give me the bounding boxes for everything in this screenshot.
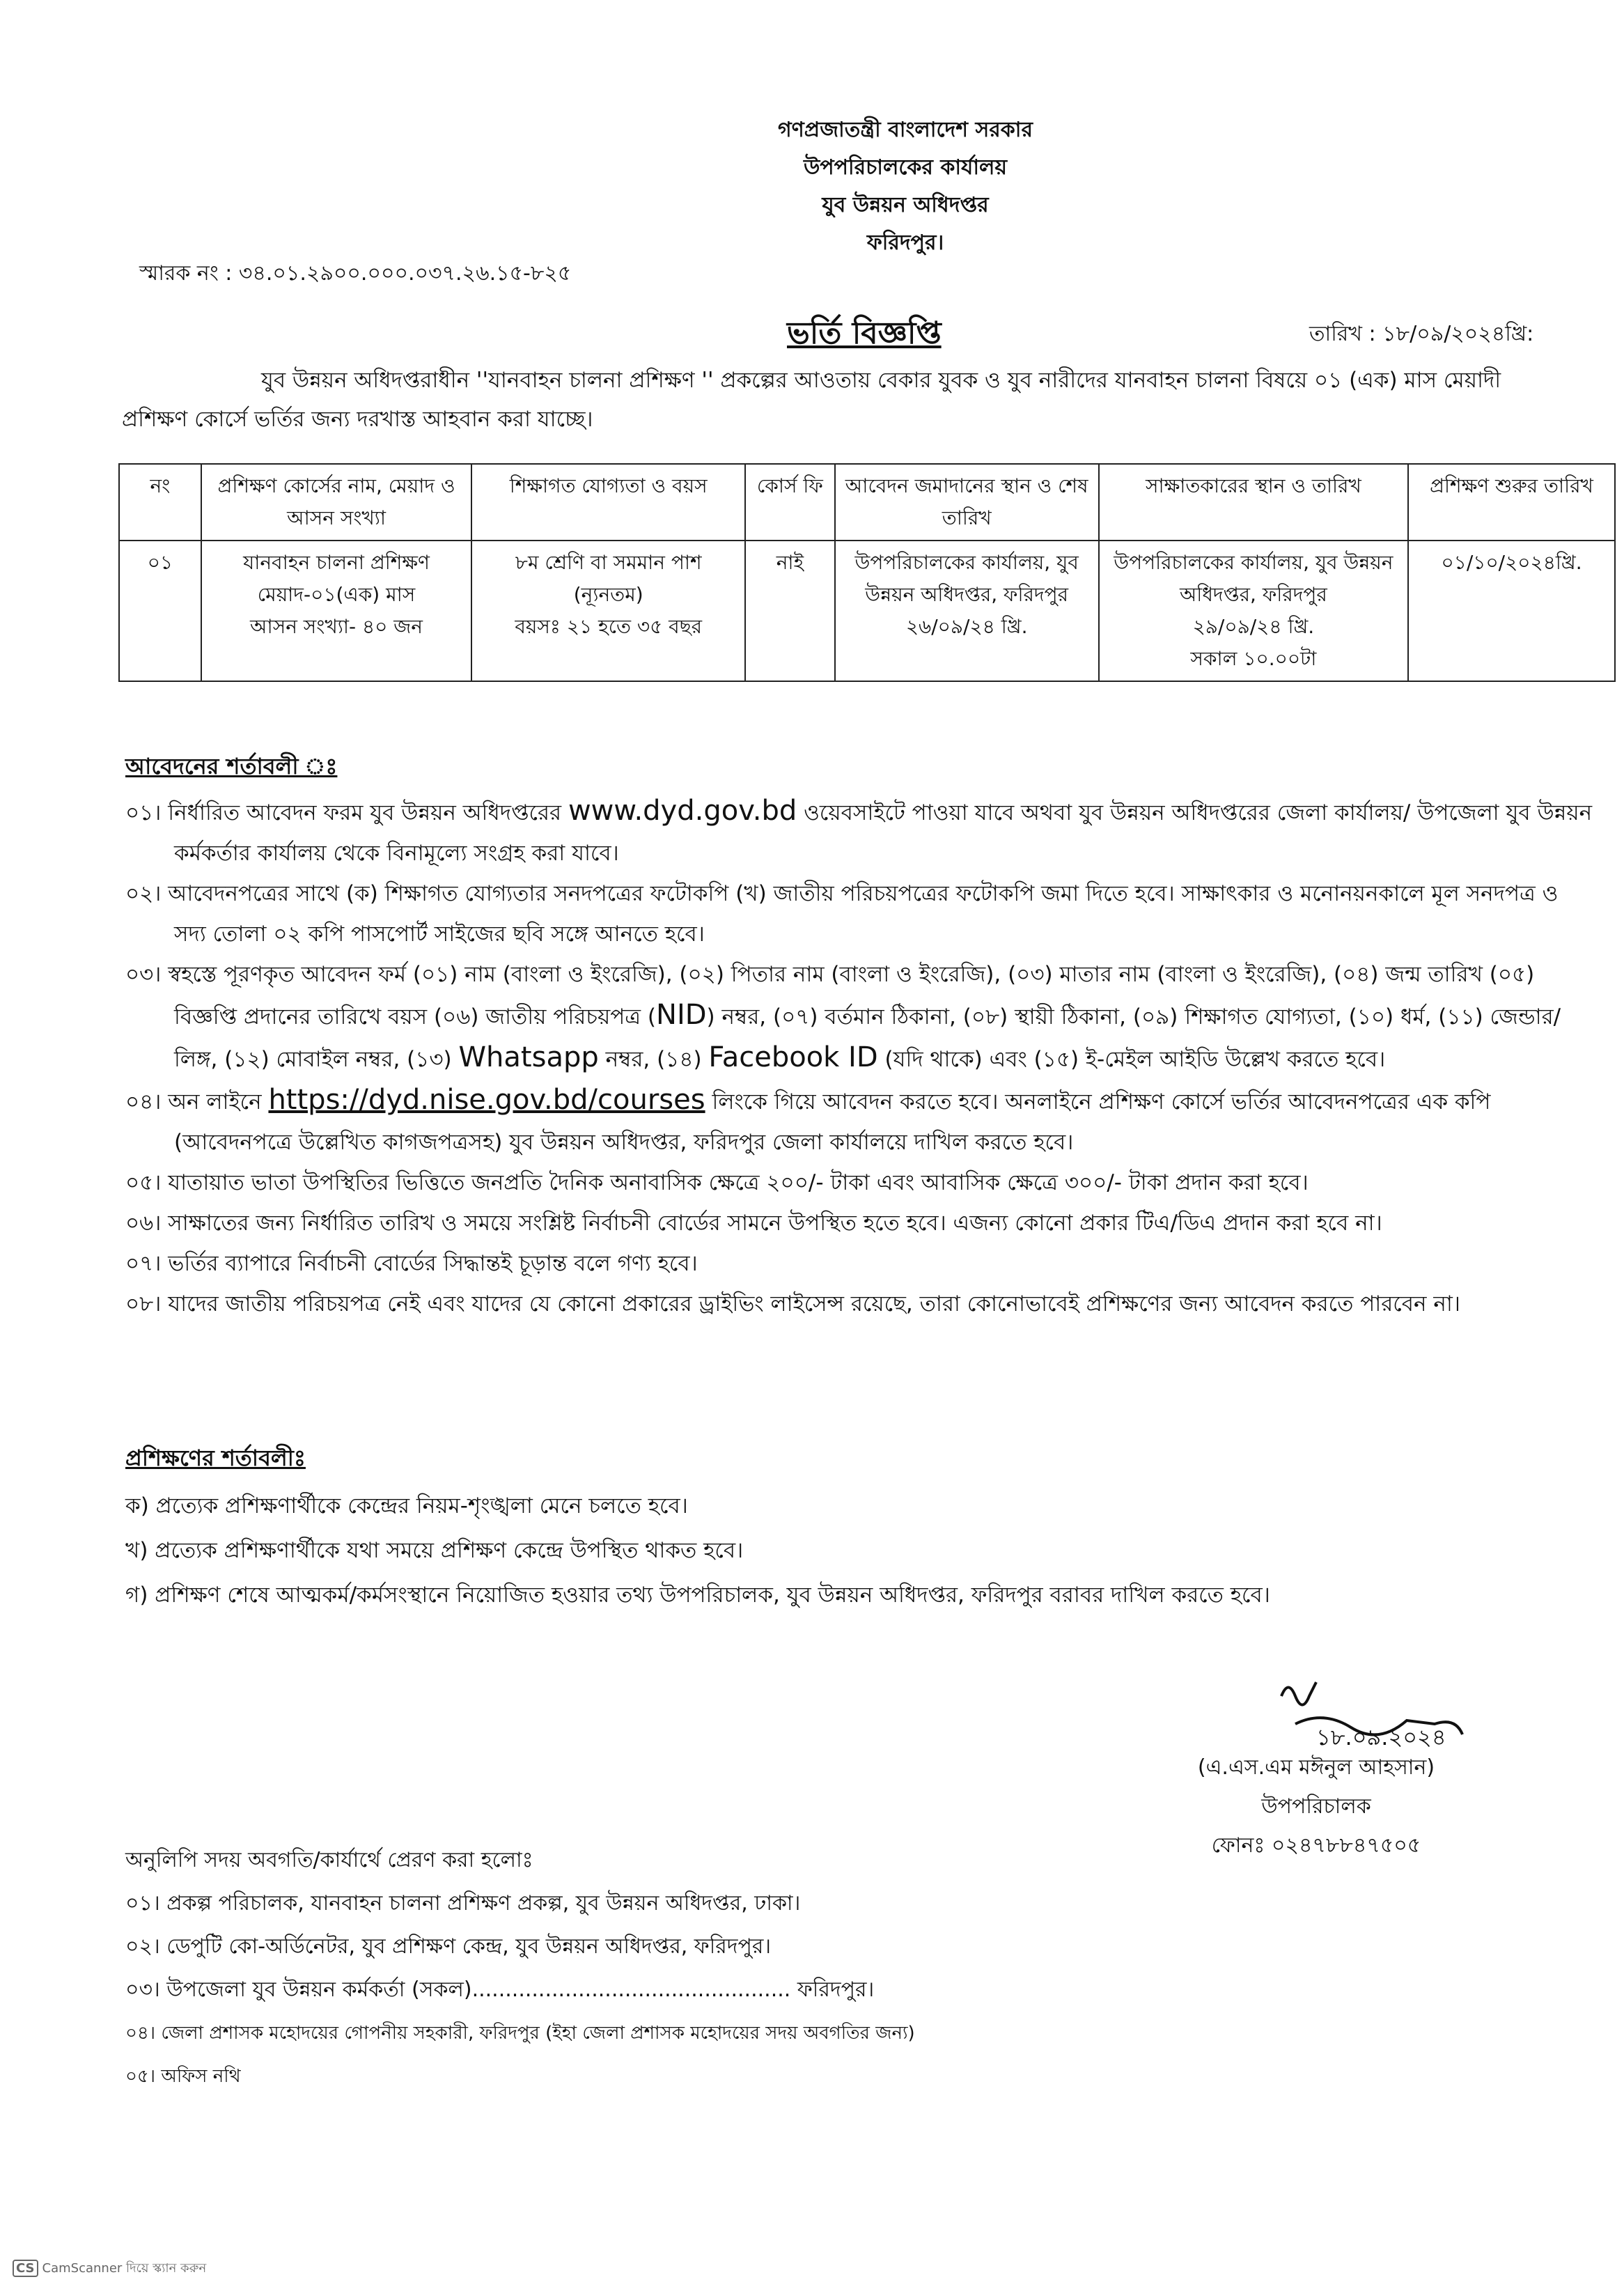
conditions-list	[125, 791, 1595, 1324]
submission-place: উপপরিচালকের কার্যালয়, যুব উন্নয়ন অধিদপ্তর, ফরিদপুর	[854, 551, 1079, 606]
list-item: ০৮। যাদের জাতীয় পরিচয়পত্র নেই এবং যাদের যে কোনো প্রকারের ড্রাইভিং লাইসেন্স রয়েছে, তারা কোনোভাবেই প্রশিক্ষণের জন্য আবেদন করতে পারবেন না।	[125, 1291, 1460, 1316]
row-qualification	[471, 541, 745, 681]
row-course	[201, 541, 471, 681]
list-item: ০৩। স্বহস্তে পূরণকৃত আবেদন ফর্ম (০১) নাম (বাংলা ও ইংরেজি), (০২) পিতার নাম (বাংলা ও ইংরেজি), (০৩) মাতার নাম (বাংলা ও ইংরেজি), (০৪) জন্ম তারিখ (০৫) বিজ্ঞপ্তি প্রদানের তারিখে বয়স (০৬) জাতীয় পরিচয়পত্র (NID) নম্বর, (০৭) বর্তমান ঠিকানা, (০৮) স্থায়ী ঠিকানা, (০৯) শিক্ষাগত যোগ্যতা, (১০) ধর্ম, (১১) জেন্ডার/লিঙ্গ, (১২) মোবাইল নম্বর, (১৩) Whatsapp নম্বর, (১৪) Facebook ID (যদি থাকে) এবং (১৫) ই-মেইল আইডি উল্লেখ করতে হবে।	[125, 962, 1561, 1073]
list-item: ০৪। জেলা প্রশাসক মহোদয়ের গোপনীয় সহকারী, ফরিদপুর (ইহা জেলা প্রশাসক মহোদয়ের সদয় অবগতির জন্য)	[125, 2023, 915, 2044]
scanner-watermark	[13, 2258, 206, 2280]
notice-title: ভর্তি বিজ্ঞপ্তি	[787, 316, 942, 351]
list-item: ০৩। উপজেলা যুব উন্নয়ন কর্মকর্তা (সকল)................................................ ফরিদপুর।	[125, 1978, 875, 2002]
memo-number: স্মারক নং : ৩৪.০১.২৯০০.০০০.০৩৭.২৬.১৫-৮২৫	[139, 261, 572, 286]
table-row	[119, 541, 1615, 681]
list-item: ক) প্রত্যেক প্রশিক্ষণার্থীকে কেন্দ্রের নিয়ম-শৃংঙ্খলা মেনে চলতে হবে।	[125, 1493, 688, 1518]
copy-heading: অনুলিপি সদয় অবগতি/কার্যার্থে প্রেরণ করা হলোঃ	[125, 1848, 533, 1872]
interview-place: উপপরিচালকের কার্যালয়, যুব উন্নয়ন অধিদপ্তর, ফরিদপুর	[1114, 551, 1393, 606]
list-item: ০৭। ভর্তির ব্যাপারে নির্বাচনী বোর্ডের সিদ্ধান্তই চূড়ান্ত বলে গণ্য হবে।	[125, 1251, 698, 1276]
list-item: ০২। আবেদনপত্রের সাথে (ক) শিক্ষাগত যোগ্যতার সনদপত্রের ফটোকপি (খ) জাতীয় পরিচয়পত্রের ফটোকপি জমা দিতে হবে। সাক্ষাৎকার ও মনোনয়নকালে মূল সনদপত্র ও সদ্য তোলা ০২ কপি পাসপোর্ট সাইজের ছবি সঙ্গে আনতে হবে।	[125, 881, 1559, 947]
row-submission	[835, 541, 1099, 681]
row-start-date: ০১/১০/২০২৪খ্রি.	[1408, 541, 1615, 681]
row-fee: নাই	[745, 541, 835, 681]
row-interview	[1099, 541, 1408, 681]
signature-scrawl	[1267, 1675, 1476, 1752]
list-item: ০১। নির্ধারিত আবেদন ফরম যুব উন্নয়ন অধিদপ্তরের www.dyd.gov.bd ওয়েবসাইটে পাওয়া যাবে অথবা যুব উন্নয়ন অধিদপ্তরের জেলা কার্যালয়/ উপজেলা যুব উন্নয়ন কর্মকর্তার কার্যালয় থেকে বিনামূল্যে সংগ্রহ করা যাবে।	[125, 795, 1593, 866]
qualification-note: (ন্যূনতম)	[573, 583, 643, 606]
list-item: ০২। ডেপুটি কো-অর্ডিনেটর, যুব প্রশিক্ষণ কেন্দ্র, যুব উন্নয়ন অধিদপ্তর, ফরিদপুর।	[125, 1934, 772, 1959]
col-course: প্রশিক্ষণ কোর্সের নাম, মেয়াদ ও আসন সংখ্যা	[201, 464, 471, 541]
interview-date: ২৯/০৯/২৪ খ্রি.	[1192, 615, 1315, 638]
signer-name: (এ.এস.এম মঈনুল আহসান)	[1197, 1755, 1435, 1780]
office-header	[724, 111, 1086, 262]
signer-designation: উপপরিচালক	[1261, 1794, 1371, 1819]
course-seats: আসন সংখ্যা- ৪০ জন	[250, 615, 423, 638]
row-no: ০১	[119, 541, 201, 681]
signer-phone: ফোনঃ ০২৪৭৮৮৪৭৫০৫	[1211, 1833, 1421, 1858]
course-name: যানবাহন চালনা প্রশিক্ষণ	[243, 551, 430, 574]
header-department: যুব উন্নয়ন অধিদপ্তর	[822, 193, 989, 217]
list-item: ০৪। অন লাইনে https://dyd.nise.gov.bd/courses লিংকে গিয়ে আবেদন করতে হবে। অনলাইনে প্রশিক্ষণ কোর্সে ভর্তির আবেদনপত্রের এক কপি (আবেদনপত্রে উল্লেখিত কাগজপত্রসহ) যুব উন্নয়ন অধিদপ্তর, ফরিদপুর জেলা কার্যালয়ে দাখিল করতে হবে।	[125, 1084, 1491, 1155]
signature-date: ১৮.০৯.২০২৪	[1316, 1724, 1446, 1750]
header-govt: গণপ্রজাতন্ত্রী বাংলাদেশ সরকার	[778, 118, 1033, 142]
copy-list	[125, 1839, 1518, 2098]
col-no: নং	[119, 464, 201, 541]
list-item: ০১। প্রকল্প পরিচালক, যানবাহন চালনা প্রশিক্ষণ প্রকল্প, যুব উন্নয়ন অধিদপ্তর, ঢাকা।	[125, 1891, 801, 1916]
col-qualification: শিক্ষাগত যোগ্যতা ও বয়স	[471, 464, 745, 541]
qualification-text: ৮ম শ্রেণি বা সমমান পাশ	[515, 551, 702, 574]
col-interview: সাক্ষাতকারের স্থান ও তারিখ	[1099, 464, 1408, 541]
course-table	[118, 463, 1616, 682]
list-item: ০৬। সাক্ষাতের জন্য নির্ধারিত তারিখ ও সময়ে সংশ্লিষ্ট নির্বাচনী বোর্ডের সামনে উপস্থিত হতে হবে। এজন্য কোনো প্রকার টিএ/ডিএ প্রদান করা হবে না।	[125, 1211, 1382, 1236]
website-link[interactable]: www.dyd.gov.bd	[568, 795, 797, 827]
list-item: ০৫। অফিস নথি	[125, 2066, 241, 2087]
conditions-heading: আবেদনের শর্তাবলী ঃ	[125, 753, 338, 779]
col-start: প্রশিক্ষণ শুরুর তারিখ	[1408, 464, 1615, 541]
header-office: উপপরিচালকের কার্যালয়	[803, 155, 1008, 180]
training-list	[125, 1484, 1595, 1617]
interview-time: সকাল ১০.০০টা	[1190, 647, 1317, 670]
camscanner-logo: CS	[13, 2260, 38, 2277]
table-header-row	[119, 464, 1615, 541]
col-submission: আবেদন জমাদানের স্থান ও শেষ তারিখ	[835, 464, 1099, 541]
age-range: বয়সঃ ২১ হতে ৩৫ বছর	[515, 615, 703, 638]
course-duration: মেয়াদ-০১(এক) মাস	[257, 583, 416, 606]
col-fee: কোর্স ফি	[745, 464, 835, 541]
training-heading: প্রশিক্ষণের শর্তাবলীঃ	[125, 1445, 306, 1471]
list-item: গ) প্রশিক্ষণ শেষে আত্মকর্ম/কর্মসংস্থানে নিয়োজিত হওয়ার তথ্য উপপরিচালক, যুব উন্নয়ন অধিদপ্তর, ফরিদপুর বরাবর দাখিল করতে হবে।	[125, 1583, 1270, 1608]
scanner-text: CamScanner দিয়ে স্ক্যান করুন	[42, 2261, 207, 2276]
list-item: ০৫। যাতায়াত ভাতা উপস্থিতির ভিত্তিতে জনপ্রতি দৈনিক অনাবাসিক ক্ষেত্রে ২০০/- টাকা এবং আবাসিক ক্ষেত্রে ৩০০/- টাকা প্রদান করা হবে।	[125, 1170, 1309, 1195]
submission-date: ২৬/০৯/২৪ খ্রি.	[905, 615, 1028, 638]
notice-date: তারিখ : ১৮/০৯/২০২৪খ্রি:	[1309, 322, 1534, 346]
courses-link[interactable]: https://dyd.nise.gov.bd/courses	[268, 1084, 705, 1116]
intro-paragraph: যুব উন্নয়ন অধিদপ্তরাধীন ''যানবাহন চালনা প্রশিক্ষণ '' প্রকল্পের আওতায় বেকার যুবক ও যুব নারীদের যানবাহন চালনা বিষয়ে ০১ (এক) মাস মেয়াদী প্রশিক্ষণ কোর্সে ভর্তির জন্য দরখাস্ত আহবান করা যাচ্ছে।	[122, 368, 1501, 432]
header-district: ফরিদপুর।	[866, 231, 944, 255]
list-item: খ) প্রত্যেক প্রশিক্ষণার্থীকে যথা সময়ে প্রশিক্ষণ কেন্দ্রে উপস্থিত থাকত হবে।	[125, 1538, 744, 1563]
